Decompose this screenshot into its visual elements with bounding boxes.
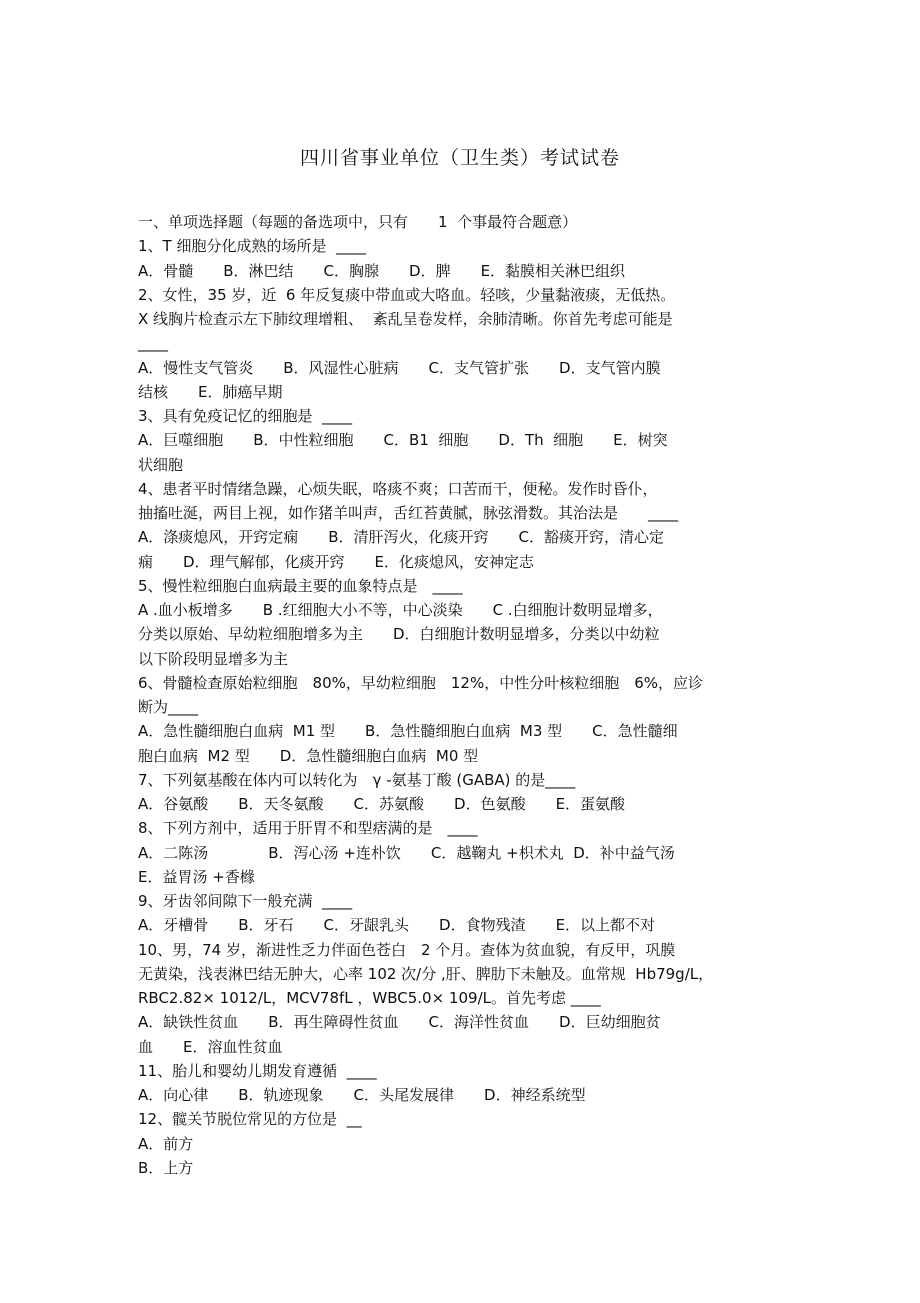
text-line: 8、下列方剂中，适用于肝胃不和型痞满的是 ____ xyxy=(138,819,478,838)
text-line: 断为____ xyxy=(138,698,199,716)
text-line: A．骨髓 B．淋巴结 C．胸腺 D．脾 E．黏膜相关淋巴组织 xyxy=(138,261,626,280)
text-line: 无黄染，浅表淋巴结无肿大，心率 102 次/分 ,肝、脾肋下未触及。血常规 Hb79g/L， xyxy=(138,964,714,983)
text-line: A．缺铁性贫血 B．再生障碍性贫血 C．海洋性贫血 D．巨幼细胞贫 xyxy=(138,1013,661,1032)
text-line: 抽搐吐涎，两目上视，如作猪羊叫声，舌红苔黄腻，脉弦滑数。其治法是 ____ xyxy=(138,504,679,522)
text-line: X 线胸片检查示左下肺纹理增粗、 紊乱呈卷发样，余肺清晰。你首先考虑可能是 xyxy=(138,310,673,328)
text-line: A．急性髓细胞白血病 M1 型 B．急性髓细胞白血病 M3 型 C．急性髓细 xyxy=(138,722,678,741)
text-line: A．牙槽骨 B．牙石 C．牙龈乳头 D．食物残渣 E．以上都不对 xyxy=(138,916,656,935)
text-line: 胞白血病 M2 型 D．急性髓细胞白血病 M0 型 xyxy=(138,746,479,765)
text-line: 3、具有免疫记忆的细胞是 ____ xyxy=(138,407,353,425)
text-line: 痫 D．理气解郁，化痰开窍 E．化痰熄风，安神定志 xyxy=(138,552,535,571)
text-line: A．慢性支气管炎 B．风湿性心脏病 C．支气管扩张 D．支气管内膜 xyxy=(138,358,661,377)
text-line: A．涤痰熄风，开窍定痫 B．清肝泻火，化痰开窍 C．豁痰开窍，清心定 xyxy=(138,528,665,547)
text-line: 分类以原始、早幼粒细胞增多为主 D．白细胞计数明显增多，分类以中幼粒 xyxy=(138,625,660,644)
text-line: A．二陈汤 B．泻心汤 +连朴饮 C．越鞠丸 +枳术丸 D．补中益气汤 xyxy=(138,843,675,862)
text-line: 一、单项选择题（每题的备选项中，只有 1 个事最符合题意） xyxy=(138,213,578,231)
text-line: A．向心律 B．轨迹现象 C．头尾发展律 D．神经系统型 xyxy=(138,1086,586,1104)
text-line: 9、牙齿邻间隙下一般充满 ____ xyxy=(138,892,353,910)
text-line: RBC2.82× 1012/L，MCV78fL ，WBC5.0× 109/L。首先考虑 ____ xyxy=(138,989,601,1007)
text-line: 11、胎儿和婴幼儿期发育遵循 ____ xyxy=(138,1061,377,1080)
text-line: ____ xyxy=(138,334,168,353)
text-line: E．益胃汤 +香橼 xyxy=(138,867,255,886)
text-line: 7、下列氨基酸在体内可以转化为 γ -氨基丁酸 (GABA) 的是____ xyxy=(138,770,576,789)
text-line: B．上方 xyxy=(138,1158,194,1177)
text-line: 6、骨髓检查原始粒细胞 80%，早幼粒细胞 12%，中性分叶核粒细胞 6%，应诊 xyxy=(138,673,704,692)
text-line: 状细胞 xyxy=(138,455,184,474)
text-line: A．巨噬细胞 B．中性粒细胞 C．B1 细胞 D．Th 细胞 E．树突 xyxy=(138,431,668,450)
document-title: 四川省事业单位（卫生类）考试试卷 xyxy=(299,147,620,169)
text-line: 2、女性，35 岁，近 6 年反复痰中带血或大咯血。轻咳，少量黏液痰，无低热。 xyxy=(138,285,676,304)
text-line: 5、慢性粒细胞白血病最主要的血象特点是 ____ xyxy=(138,576,463,595)
text-line: A．前方 xyxy=(138,1134,194,1153)
text-line: 以下阶段明显增多为主 xyxy=(138,649,289,668)
text-line: 12、髋关节脱位常见的方位是 __ xyxy=(138,1110,362,1129)
text-line: A .血小板增多 B .红细胞大小不等，中心淡染 C .白细胞计数明显增多， xyxy=(138,601,663,619)
text-line: A．谷氨酸 B．天冬氨酸 C．苏氨酸 D．色氨酸 E．蛋氨酸 xyxy=(138,795,626,813)
text-line: 结核 E．肺癌早期 xyxy=(138,382,283,401)
document-body xyxy=(138,210,788,1180)
text-line: 10、男，74 岁，渐进性乏力伴面色苍白 2 个月。查体为贫血貌，有反甲，巩膜 xyxy=(138,940,676,959)
text-line: 1、T 细胞分化成熟的场所是 ____ xyxy=(138,237,367,256)
text-line: 4、患者平时情绪急躁，心烦失眠，咯痰不爽；口苦而干，便秘。发作时昏仆， xyxy=(138,479,658,498)
text-line: 血 E．溶血性贫血 xyxy=(138,1037,283,1056)
